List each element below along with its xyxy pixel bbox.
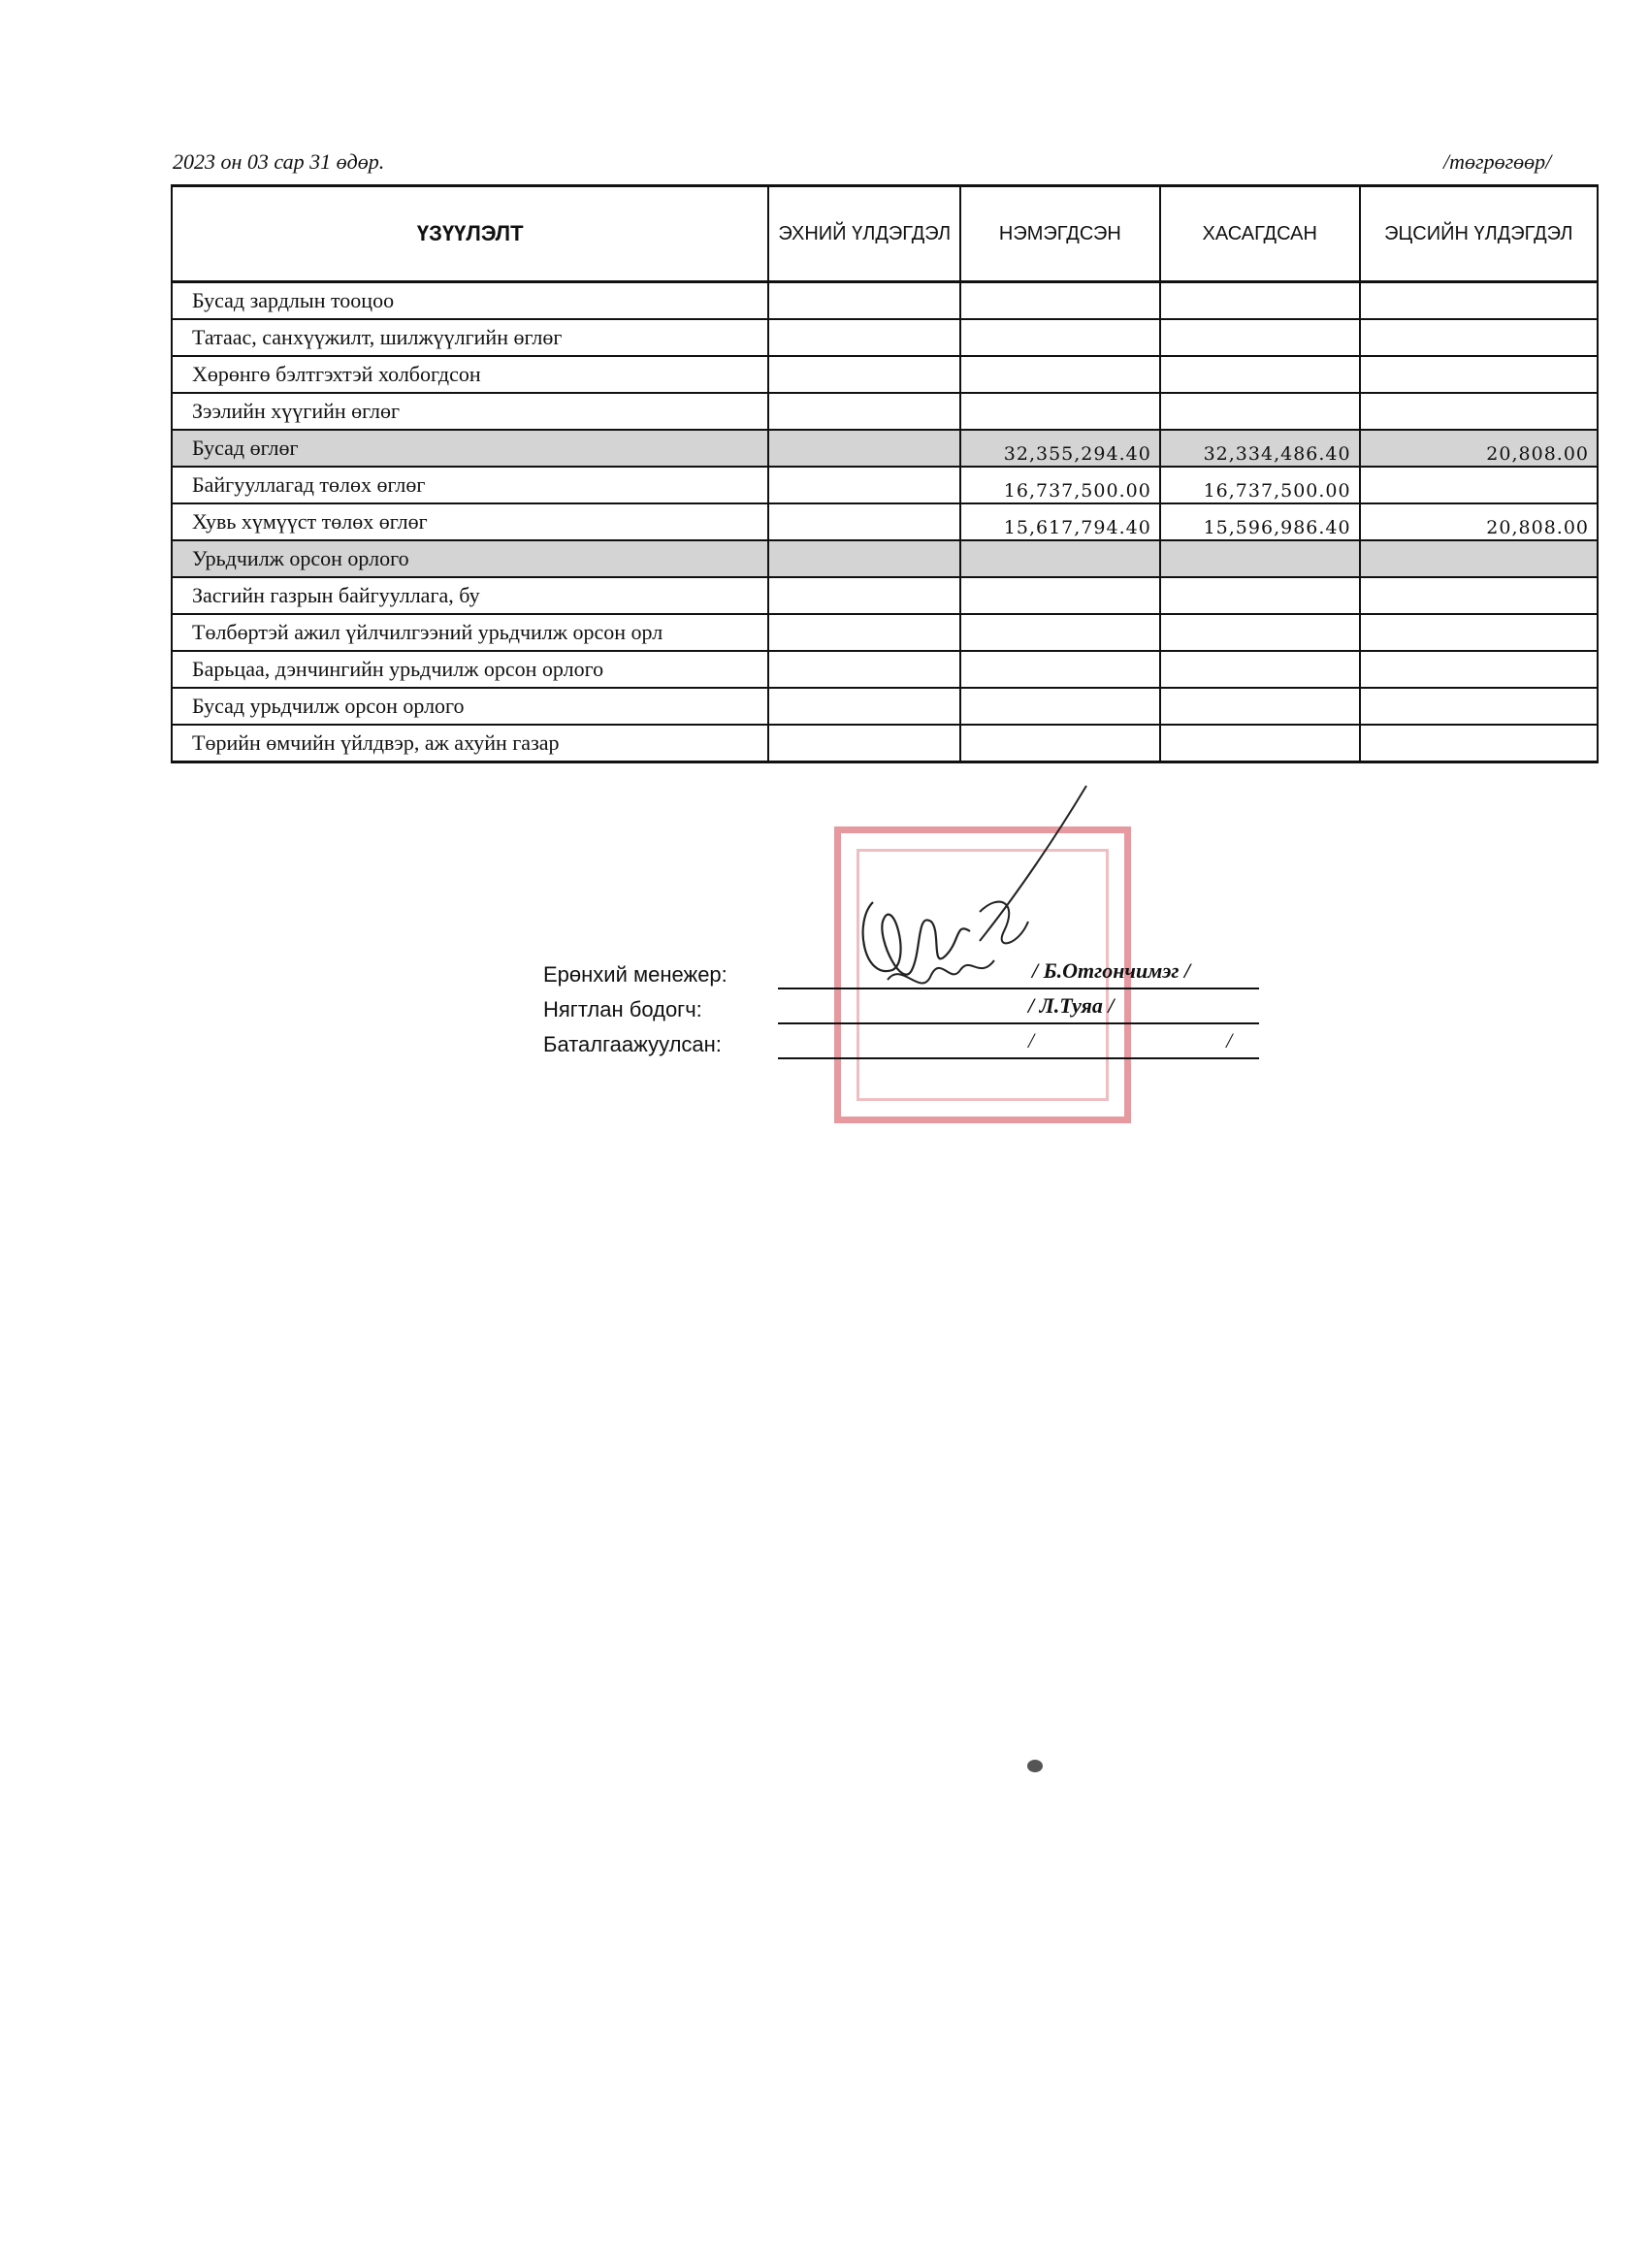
cell-added	[960, 614, 1160, 651]
signature-role: Ерөнхий менежер:	[543, 962, 728, 987]
cell-added	[960, 688, 1160, 725]
row-label: Барьцаа, дэнчингийн урьдчилж орсон орлого	[172, 651, 768, 688]
row-label: Төрийн өмчийн үйлдвэр, аж ахуйн газар	[172, 725, 768, 762]
cell-end	[1360, 688, 1598, 725]
signature-row-accountant	[543, 989, 1280, 1024]
cell-end: 20,808.00	[1360, 503, 1598, 540]
table-row	[172, 651, 1598, 688]
table-row	[172, 540, 1598, 577]
cell-deducted: 15,596,986.40	[1160, 503, 1360, 540]
cell-end: 20,808.00	[1360, 430, 1598, 467]
column-header-start-balance: ЭХНИЙ ҮЛДЭГДЭЛ	[768, 186, 960, 282]
cell-deducted: 16,737,500.00	[1160, 467, 1360, 503]
cell-deducted	[1160, 319, 1360, 356]
cell-deducted	[1160, 651, 1360, 688]
cell-end	[1360, 577, 1598, 614]
table-row	[172, 282, 1598, 320]
cell-deducted	[1160, 356, 1360, 393]
signature-name: / Б.Отгончимэг /	[1032, 958, 1191, 983]
signature-role: Нягтлан бодогч:	[543, 997, 702, 1021]
cell-deducted	[1160, 614, 1360, 651]
cell-deducted	[1160, 540, 1360, 577]
table-row	[172, 319, 1598, 356]
signature-row-manager	[543, 955, 1280, 989]
table-body	[172, 282, 1598, 762]
cell-start	[768, 503, 960, 540]
cell-deducted	[1160, 725, 1360, 762]
cell-start	[768, 577, 960, 614]
cell-end	[1360, 319, 1598, 356]
cell-added	[960, 356, 1160, 393]
cell-added	[960, 540, 1160, 577]
row-label: Татаас, санхүүжилт, шилжүүлгийн өглөг	[172, 319, 768, 356]
table-row	[172, 393, 1598, 430]
cell-added	[960, 651, 1160, 688]
scan-speck	[1027, 1760, 1043, 1772]
column-header-added: НЭМЭГДСЭН	[960, 186, 1160, 282]
table-row	[172, 430, 1598, 467]
cell-start	[768, 651, 960, 688]
cell-deducted	[1160, 688, 1360, 725]
cell-start	[768, 319, 960, 356]
cell-added	[960, 577, 1160, 614]
currency-unit: /төгрөгөөр/	[1443, 149, 1552, 174]
table-row	[172, 467, 1598, 503]
table-row	[172, 725, 1598, 762]
table-row	[172, 577, 1598, 614]
cell-end	[1360, 282, 1598, 320]
row-label: Хөрөнгө бэлтгэхтэй холбогдсон	[172, 356, 768, 393]
cell-added	[960, 393, 1160, 430]
cell-start	[768, 614, 960, 651]
row-label: Засгийн газрын байгууллага, бу	[172, 577, 768, 614]
signature-role: Баталгаажуулсан:	[543, 1032, 722, 1056]
balance-table	[171, 184, 1599, 763]
row-label: Байгууллагад төлөх өглөг	[172, 467, 768, 503]
cell-start	[768, 430, 960, 467]
table-header-row	[172, 186, 1598, 282]
cell-end	[1360, 356, 1598, 393]
cell-deducted	[1160, 577, 1360, 614]
signature-line	[778, 1057, 1259, 1059]
report-date: 2023 он 03 сар 31 өдөр.	[173, 149, 385, 174]
cell-end	[1360, 725, 1598, 762]
row-label: Хувь хүмүүст төлөх өглөг	[172, 503, 768, 540]
column-header-deducted: ХАСАГДСАН	[1160, 186, 1360, 282]
cell-end	[1360, 614, 1598, 651]
signature-block	[543, 955, 1280, 1059]
cell-start	[768, 725, 960, 762]
row-label: Бусад зардлын тооцоо	[172, 282, 768, 320]
cell-start	[768, 282, 960, 320]
cell-deducted	[1160, 393, 1360, 430]
cell-deducted: 32,334,486.40	[1160, 430, 1360, 467]
cell-added	[960, 725, 1160, 762]
signature-name: / Л.Туяа /	[1028, 993, 1115, 1018]
row-label: Төлбөртэй ажил үйлчилгээний урьдчилж орсон орл	[172, 614, 768, 651]
cell-added	[960, 282, 1160, 320]
cell-deducted	[1160, 282, 1360, 320]
cell-added: 15,617,794.40	[960, 503, 1160, 540]
column-header-end-balance: ЭЦСИЙН ҮЛДЭГДЭЛ	[1360, 186, 1598, 282]
cell-start	[768, 393, 960, 430]
cell-start	[768, 540, 960, 577]
row-label: Урьдчилж орсон орлого	[172, 540, 768, 577]
table-row	[172, 503, 1598, 540]
cell-added: 32,355,294.40	[960, 430, 1160, 467]
table-row	[172, 356, 1598, 393]
row-label: Зээлийн хүүгийн өглөг	[172, 393, 768, 430]
cell-end	[1360, 393, 1598, 430]
signature-name: / /	[1028, 1028, 1233, 1053]
cell-start	[768, 467, 960, 503]
signature-row-verified	[543, 1024, 1280, 1059]
cell-added: 16,737,500.00	[960, 467, 1160, 503]
row-label: Бусад өглөг	[172, 430, 768, 467]
column-header-indicator: ҮЗҮҮЛЭЛТ	[172, 186, 768, 282]
row-label: Бусад урьдчилж орсон орлого	[172, 688, 768, 725]
cell-added	[960, 319, 1160, 356]
cell-end	[1360, 467, 1598, 503]
cell-start	[768, 356, 960, 393]
cell-end	[1360, 651, 1598, 688]
table-row	[172, 688, 1598, 725]
cell-start	[768, 688, 960, 725]
cell-end	[1360, 540, 1598, 577]
table-row	[172, 614, 1598, 651]
